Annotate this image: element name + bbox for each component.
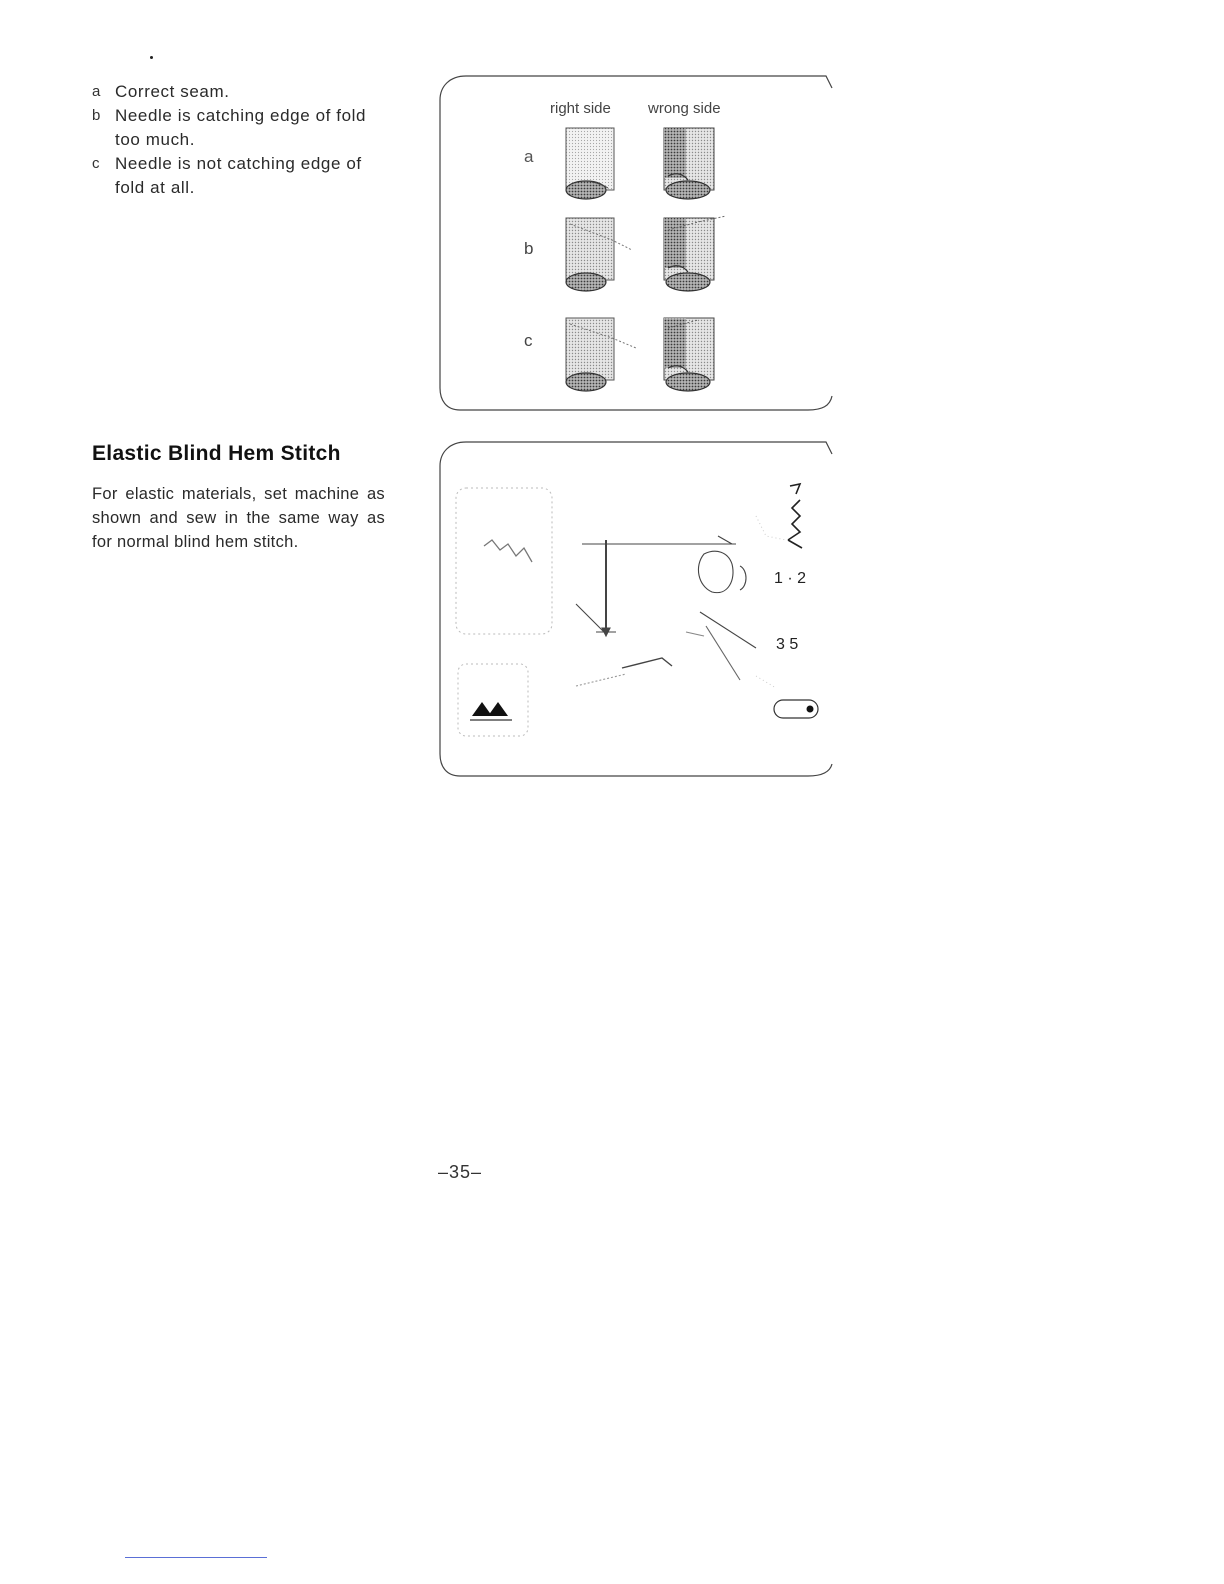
figure-frame (440, 442, 832, 776)
figure-frame (440, 76, 832, 410)
footer-rule (125, 1557, 267, 1558)
feed-dog-up-icon (470, 702, 512, 720)
legend-item-c (92, 152, 392, 200)
fabric-roll-a-right-side (566, 128, 614, 199)
stitch-width-values: 1 · 2 (774, 570, 807, 587)
fabric-roll-a-wrong-side (664, 128, 714, 199)
sewing-machine-sketch (576, 536, 756, 686)
needle-position-switch-icon (774, 700, 818, 718)
fabric-roll-c-right-side (566, 318, 636, 391)
page-number: –35– (437, 1162, 483, 1182)
legend-letter: a (92, 83, 101, 100)
legend-letter: c (92, 155, 101, 172)
legend-text: Correct seam. (115, 82, 230, 101)
seam-comparison-figure (436, 70, 836, 415)
stitch-length-values: 3 5 (776, 636, 799, 653)
row-label-c: c (524, 331, 533, 350)
left-dial-outline (456, 488, 552, 736)
fabric-roll-b-wrong-side (664, 216, 726, 291)
section-title: Elastic Blind Hem Stitch (92, 442, 341, 465)
blind-hem-pattern-icon (788, 484, 802, 548)
dial-scribble-icon (484, 540, 532, 562)
faint-guides (756, 516, 786, 688)
fabric-roll-c-wrong-side (664, 318, 714, 391)
legend-text: Needle is not catching edge of fold at all. (115, 154, 362, 197)
legend-item-a (92, 80, 392, 104)
column-label-right-side: right side (550, 100, 611, 117)
column-label-wrong-side: wrong side (648, 100, 721, 117)
legend-item-b (92, 104, 392, 152)
legend-letter: b (92, 107, 101, 124)
stray-dot (150, 56, 153, 59)
machine-setting-figure (436, 436, 836, 781)
row-label-a: a (524, 147, 534, 166)
section-body: For elastic materials, set machine as shown and sew in the same way as for normal blind hem stitch. (92, 485, 385, 551)
row-label-b: b (524, 239, 534, 258)
legend-text: Needle is catching edge of fold too much. (115, 106, 367, 149)
seam-legend (92, 80, 392, 200)
fabric-roll-b-right-side (566, 218, 632, 291)
